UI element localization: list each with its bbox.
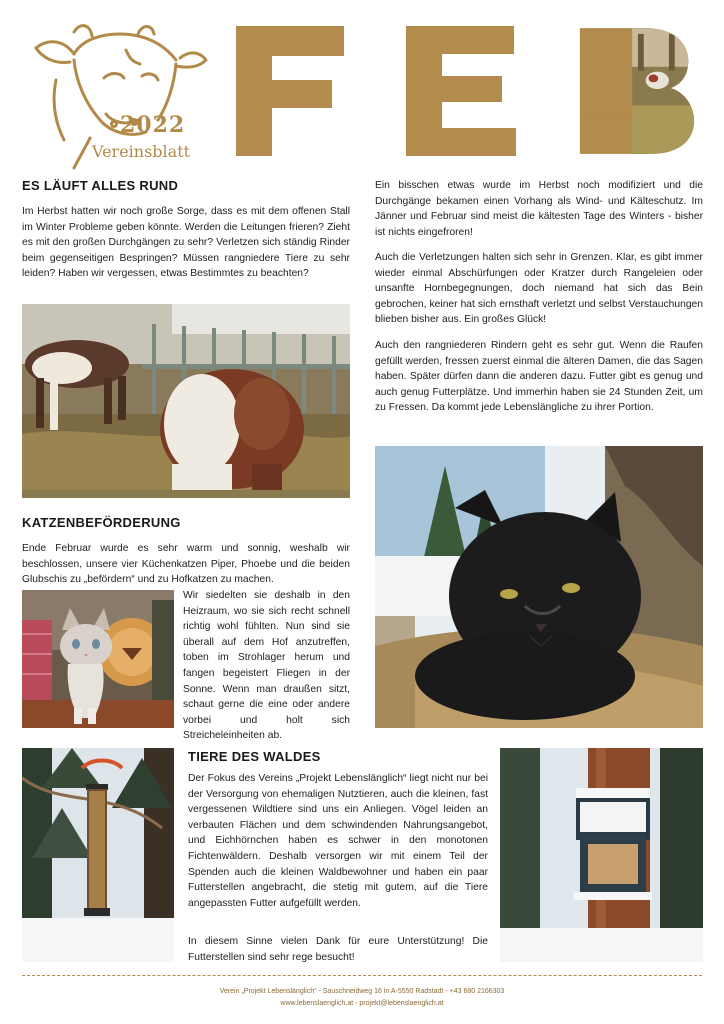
paragraph-section2-body: Wir siedelten sie deshalb in den Heizraum, wo sie sich recht schnell richtig wohl fühlten. Nun sind sie überall auf dem Hof anzutreffen, toben im Strohlager herum und fangen begeistert Fliegen in der Sonne. Wenn man draußen sitzt, schaut gerne die eine oder andere vorbei und holt sich Streicheleinheiten ab. [183, 590, 350, 742]
paragraph-section3-1: Der Fokus des Vereins „Projekt Lebenslänglich“ liegt nicht nur bei der Versorgung von ehemaligen Nutztieren, auch die kleinen, fast vergessenen Wildtiere sind uns ein Anliegen. Vögel leiden an verbauten Flächen und dem schwindenden Nahrungsangebot, und Eichhörnchen haben es schwer in den monotonen Fichtenwäldern. Deshalb versorgen wir mit einem Teil der Spenden auch die kleinen Waldbewohner und haben ein paar Futterstellen angebracht, die stetig mit gutem, auf die Tiere angepassten Futter aufgefüllt werden. [188, 773, 488, 909]
letter-f-text [0, 0, 1, 1]
heading-es-laeuft-alles-rund: ES LÄUFT ALLES RUND [22, 178, 179, 193]
logo-subtitle: Vereinsblatt [92, 142, 191, 161]
footer-address: Verein „Projekt Lebenslänglich“ - Sauschneidweg 16 in A-5550 Radstadt - +43 680 2166303 [219, 988, 505, 995]
letter-b-photo [576, 22, 696, 160]
footer-contact: www.lebenslaenglich.at - projekt@lebenslaenglich.at [280, 1000, 444, 1007]
paragraph-right-3: Auch den rangniederen Rindern geht es sehr gut. Wenn die Raufen gefüllt werden, fressen zuerst einmal die älteren Damen, die das Sagen haben. Später dürfen dann die anderen dazu. Futter gibt es genug und auch genug Futterplätze. Und immerhin haben sie 24 Stunden Zeit, um zu Fressen. Da kommt jede Lebenslängliche zu ihrer Portion. [375, 340, 703, 414]
heading-tiere-des-waldes: TIERE DES WALDES [188, 749, 321, 764]
cows-in-barn-photo [22, 304, 350, 498]
squirrel-feeder-photo [500, 748, 703, 962]
kitten-photo [22, 590, 174, 728]
paragraph-section1: Im Herbst hatten wir noch große Sorge, dass es mit dem offenen Stall im Winter Probleme geben könnte. Werden die Leitungen frieren? Zieht es mit den großen Durchgängen zu sehr? Verletzen sich ständig Rinder beim gegenseitigen Bespringen? Müssen rangniedere Tiere zu sehr leiden? Haben wir vergessen, etwas Bestimmtes zu beachten? [22, 206, 350, 280]
paragraph-right-2: Auch die Verletzungen halten sich sehr in Grenzen. Klar, es gibt immer wieder einmal Abschürfungen oder Kratzer durch Rangeleien oder unsanfte Hornbegegnungen, doch niemand hat sich das Bein gebrochen, keiner hat sich ernsthaft verletzt und selbst Verstauchungen blieben bisher aus. Ein großes Glück! [375, 252, 703, 326]
paragraph-section3-2: In diesem Sinne vielen Dank für eure Unterstützung! Die Futterstellen sind sehr rege besucht! [188, 936, 488, 963]
bird-feeder-photo [22, 748, 174, 962]
letter-f [232, 22, 352, 160]
black-cat-photo [375, 446, 703, 728]
heading-katzenbefoerderung: KATZENBEFÖRDERUNG [22, 515, 181, 530]
footer-divider [22, 975, 702, 976]
letter-e [402, 22, 522, 160]
paragraph-right-1: Ein bisschen etwas wurde im Herbst noch modifiziert und die Durchgänge bekamen einen Vorhang als Wind- und Kälteschutz. Im Jänner und Februar sind meist die kältesten Tage des Winters - bisher ist nichts eingefroren! [375, 180, 703, 238]
logo-year: 2022 [120, 112, 186, 138]
paragraph-section2-intro: Ende Februar wurde es sehr warm und sonnig, weshalb wir beschlossen, unsere vier Küchenkatzen Piper, Phoebe und die beiden Glubschis zu „befördern“ und zu Hofkatzen zu machen. [22, 543, 350, 586]
